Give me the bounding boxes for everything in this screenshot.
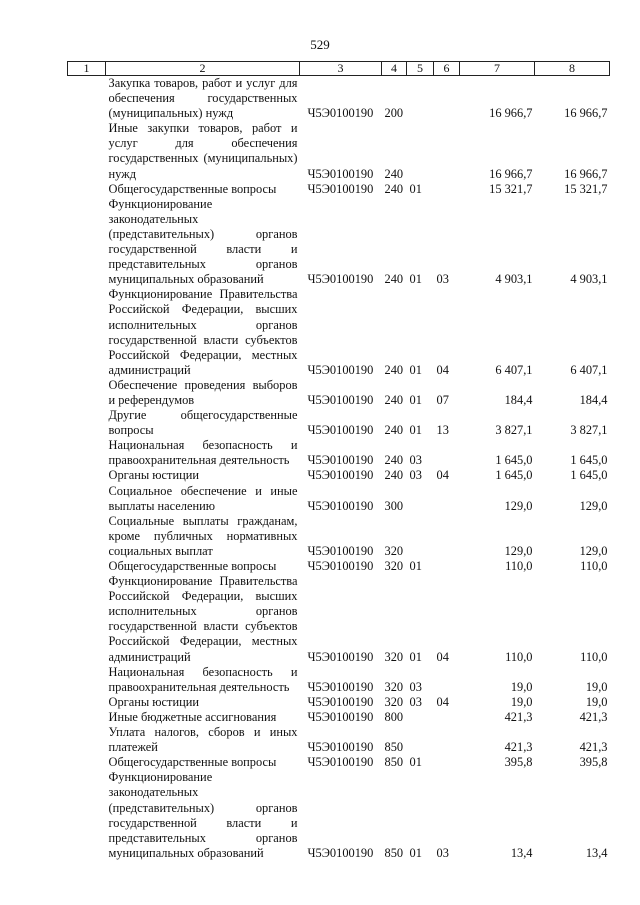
row-subsection bbox=[434, 76, 460, 122]
row-expense-type: 240 bbox=[384, 392, 404, 407]
row-expense-type: 240 bbox=[384, 362, 404, 377]
row-number-cell bbox=[68, 468, 106, 483]
table-row bbox=[68, 378, 610, 408]
row-section: 01 bbox=[409, 272, 422, 287]
row-subsection bbox=[434, 755, 460, 770]
row-expense-type: 850 bbox=[384, 755, 404, 770]
row-section: 03 bbox=[409, 679, 422, 694]
row-expense-type: 320 bbox=[384, 679, 404, 694]
row-subsection: 04 bbox=[436, 468, 449, 483]
table-row bbox=[68, 468, 610, 483]
row-section: 01 bbox=[409, 181, 422, 196]
row-target-code: Ч5Э0100190 bbox=[307, 392, 374, 407]
header-col-2: 2 bbox=[106, 62, 300, 76]
row-number-cell bbox=[68, 378, 106, 408]
row-section: 03 bbox=[409, 694, 422, 709]
row-section: 01 bbox=[409, 362, 422, 377]
table-row bbox=[68, 197, 610, 288]
row-target-code: Ч5Э0100190 bbox=[307, 453, 374, 468]
row-number-cell bbox=[68, 770, 106, 861]
row-amount-year-2: 19,0 bbox=[585, 694, 608, 709]
row-subsection: 04 bbox=[436, 694, 449, 709]
row-subsection: 03 bbox=[436, 272, 449, 287]
row-number-cell bbox=[68, 182, 106, 197]
row-section: 01 bbox=[409, 559, 422, 573]
row-subsection: 03 bbox=[436, 845, 449, 860]
row-amount-year-2: 13,4 bbox=[585, 845, 608, 860]
table-row bbox=[68, 121, 610, 181]
row-name: Функционирование законодательных (представительных) органов государственной власти и представительных органов муниципальных образований bbox=[108, 770, 298, 860]
row-section: 01 bbox=[409, 649, 422, 664]
row-expense-type: 320 bbox=[384, 694, 404, 709]
table-row bbox=[68, 484, 610, 514]
row-name: Функционирование законодательных (представительных) органов государственной власти и представительных органов муниципальных образований bbox=[108, 196, 298, 287]
row-number-cell bbox=[68, 484, 106, 514]
row-target-code: Ч5Э0100190 bbox=[307, 543, 374, 558]
row-amount-year-2: 110,0 bbox=[580, 649, 608, 664]
row-name: Социальное обеспечение и иные выплаты населению bbox=[108, 483, 298, 513]
row-amount-year-1: 4 903,1 bbox=[495, 272, 533, 287]
row-amount-year-2: 16 966,7 bbox=[564, 166, 608, 181]
header-col-8: 8 bbox=[535, 62, 610, 76]
row-amount-year-1: 395,8 bbox=[504, 755, 533, 770]
row-target-code: Ч5Э0100190 bbox=[307, 166, 374, 181]
row-expense-type: 240 bbox=[384, 166, 404, 181]
row-amount-year-2: 6 407,1 bbox=[570, 362, 608, 377]
header-col-4: 4 bbox=[382, 62, 407, 76]
row-subsection: 04 bbox=[436, 649, 449, 664]
header-col-6: 6 bbox=[434, 62, 460, 76]
row-expense-type: 320 bbox=[384, 649, 404, 664]
row-subsection bbox=[434, 725, 460, 755]
row-expense-type: 240 bbox=[384, 423, 404, 438]
row-amount-year-2: 421,3 bbox=[579, 709, 608, 724]
row-section bbox=[407, 484, 434, 514]
row-expense-type: 240 bbox=[384, 468, 404, 483]
row-subsection bbox=[434, 438, 460, 468]
table-row bbox=[68, 665, 610, 695]
row-expense-type: 300 bbox=[384, 498, 404, 513]
table-row bbox=[68, 408, 610, 438]
row-amount-year-1: 129,0 bbox=[504, 543, 533, 558]
row-section: 01 bbox=[409, 845, 422, 860]
row-subsection: 04 bbox=[436, 362, 449, 377]
row-section: 01 bbox=[409, 755, 422, 770]
row-target-code: Ч5Э0100190 bbox=[307, 740, 374, 755]
row-section: 01 bbox=[409, 423, 422, 438]
row-name: Общегосударственные вопросы bbox=[108, 755, 277, 770]
row-section bbox=[407, 76, 434, 122]
row-number-cell bbox=[68, 408, 106, 438]
row-expense-type: 240 bbox=[384, 453, 404, 468]
table-row bbox=[68, 574, 610, 665]
row-name: Функционирование Правительства Российской Федерации, высших исполнительных органов государственной власти субъектов Российской Федерации, местных администраций bbox=[108, 287, 298, 377]
table-row bbox=[68, 76, 610, 122]
row-name: Обеспечение проведения выборов и референдумов bbox=[108, 377, 298, 407]
row-number-cell bbox=[68, 76, 106, 122]
row-name: Другие общегосударственные вопросы bbox=[108, 408, 298, 438]
row-expense-type: 850 bbox=[384, 740, 404, 755]
row-amount-year-2: 19,0 bbox=[585, 679, 608, 694]
row-name: Общегосударственные вопросы bbox=[108, 181, 277, 196]
table-row bbox=[68, 182, 610, 197]
row-number-cell bbox=[68, 725, 106, 755]
row-subsection bbox=[434, 665, 460, 695]
budget-table bbox=[67, 61, 610, 861]
header-col-3: 3 bbox=[300, 62, 382, 76]
row-section bbox=[407, 725, 434, 755]
table-row bbox=[68, 559, 610, 574]
row-expense-type: 240 bbox=[384, 272, 404, 287]
row-amount-year-2: 4 903,1 bbox=[570, 272, 608, 287]
row-name: Органы юстиции bbox=[108, 694, 199, 709]
table-row bbox=[68, 710, 610, 725]
row-target-code: Ч5Э0100190 bbox=[307, 423, 374, 438]
table-row bbox=[68, 725, 610, 755]
row-amount-year-1: 6 407,1 bbox=[495, 362, 533, 377]
row-amount-year-1: 1 645,0 bbox=[495, 468, 533, 483]
row-amount-year-2: 1 645,0 bbox=[570, 453, 608, 468]
table-row bbox=[68, 287, 610, 378]
row-expense-type: 800 bbox=[384, 709, 404, 724]
table-body bbox=[68, 76, 610, 861]
row-number-cell bbox=[68, 665, 106, 695]
row-name: Иные закупки товаров, работ и услуг для обеспечения государственных (муниципальных) нужд bbox=[108, 121, 298, 181]
row-target-code: Ч5Э0100190 bbox=[307, 559, 374, 573]
row-target-code: Ч5Э0100190 bbox=[307, 181, 374, 196]
row-amount-year-1: 110,0 bbox=[505, 649, 533, 664]
row-name: Уплата налогов, сборов и иных платежей bbox=[108, 725, 298, 755]
table-row bbox=[68, 770, 610, 861]
row-amount-year-2: 421,3 bbox=[579, 740, 608, 755]
header-col-5: 5 bbox=[407, 62, 434, 76]
row-number-cell bbox=[68, 559, 106, 574]
row-section bbox=[407, 121, 434, 181]
row-target-code: Ч5Э0100190 bbox=[307, 694, 374, 709]
row-target-code: Ч5Э0100190 bbox=[307, 649, 374, 664]
row-target-code: Ч5Э0100190 bbox=[307, 679, 374, 694]
row-subsection bbox=[434, 514, 460, 559]
row-amount-year-2: 15 321,7 bbox=[564, 181, 608, 196]
row-number-cell bbox=[68, 574, 106, 665]
row-amount-year-2: 184,4 bbox=[579, 392, 608, 407]
row-expense-type: 200 bbox=[384, 106, 404, 121]
row-section: 03 bbox=[409, 468, 422, 483]
row-amount-year-2: 110,0 bbox=[580, 559, 608, 573]
row-amount-year-2: 3 827,1 bbox=[570, 423, 608, 438]
row-section bbox=[407, 710, 434, 725]
row-target-code: Ч5Э0100190 bbox=[307, 362, 374, 377]
row-amount-year-1: 19,0 bbox=[510, 679, 533, 694]
row-subsection bbox=[434, 182, 460, 197]
row-name: Социальные выплаты гражданам, кроме публичных нормативных социальных выплат bbox=[108, 513, 298, 558]
row-expense-type: 320 bbox=[384, 559, 404, 573]
row-expense-type: 240 bbox=[384, 181, 404, 196]
page-number: 529 bbox=[310, 37, 330, 52]
table-row bbox=[68, 755, 610, 770]
row-amount-year-1: 3 827,1 bbox=[495, 423, 533, 438]
row-subsection bbox=[434, 710, 460, 725]
row-amount-year-1: 19,0 bbox=[510, 694, 533, 709]
row-number-cell bbox=[68, 287, 106, 378]
row-number-cell bbox=[68, 755, 106, 770]
row-amount-year-1: 184,4 bbox=[504, 392, 533, 407]
row-subsection: 07 bbox=[436, 392, 449, 407]
row-amount-year-2: 395,8 bbox=[579, 755, 608, 770]
row-section: 03 bbox=[409, 453, 422, 468]
row-number-cell bbox=[68, 438, 106, 468]
header-col-7: 7 bbox=[460, 62, 535, 76]
row-name: Национальная безопасность и правоохранительная деятельность bbox=[108, 664, 298, 694]
row-subsection bbox=[434, 484, 460, 514]
row-name: Органы юстиции bbox=[108, 468, 199, 483]
row-amount-year-1: 15 321,7 bbox=[489, 181, 533, 196]
table-row bbox=[68, 695, 610, 710]
row-name: Функционирование Правительства Российской Федерации, высших исполнительных органов государственной власти субъектов Российской Федерации, местных администраций bbox=[108, 574, 298, 664]
header-row bbox=[68, 62, 610, 76]
row-amount-year-1: 129,0 bbox=[504, 498, 533, 513]
table-row bbox=[68, 438, 610, 468]
row-subsection bbox=[434, 559, 460, 574]
row-name: Национальная безопасность и правоохранительная деятельность bbox=[108, 438, 298, 468]
row-target-code: Ч5Э0100190 bbox=[307, 468, 374, 483]
row-amount-year-1: 421,3 bbox=[504, 740, 533, 755]
row-target-code: Ч5Э0100190 bbox=[307, 709, 374, 724]
row-section bbox=[407, 514, 434, 559]
row-name: Иные бюджетные ассигнования bbox=[108, 709, 277, 724]
row-target-code: Ч5Э0100190 bbox=[307, 272, 374, 287]
row-target-code: Ч5Э0100190 bbox=[307, 498, 374, 513]
row-subsection bbox=[434, 121, 460, 181]
row-number-cell bbox=[68, 710, 106, 725]
row-expense-type: 850 bbox=[384, 845, 404, 860]
row-number-cell bbox=[68, 695, 106, 710]
table-row bbox=[68, 514, 610, 559]
row-amount-year-1: 421,3 bbox=[504, 709, 533, 724]
row-section: 01 bbox=[409, 392, 422, 407]
row-amount-year-1: 1 645,0 bbox=[495, 453, 533, 468]
row-expense-type: 320 bbox=[384, 543, 404, 558]
row-subsection: 13 bbox=[436, 423, 449, 438]
row-amount-year-1: 16 966,7 bbox=[489, 106, 533, 121]
row-target-code: Ч5Э0100190 bbox=[307, 106, 374, 121]
row-amount-year-1: 13,4 bbox=[510, 845, 533, 860]
row-number-cell bbox=[68, 197, 106, 288]
row-name: Закупка товаров, работ и услуг для обеспечения государственных (муниципальных) нужд bbox=[108, 76, 298, 121]
row-target-code: Ч5Э0100190 bbox=[307, 845, 374, 860]
row-amount-year-2: 1 645,0 bbox=[570, 468, 608, 483]
row-amount-year-2: 16 966,7 bbox=[564, 106, 608, 121]
row-number-cell bbox=[68, 514, 106, 559]
row-amount-year-1: 16 966,7 bbox=[489, 166, 533, 181]
row-target-code: Ч5Э0100190 bbox=[307, 755, 374, 770]
row-number-cell bbox=[68, 121, 106, 181]
row-name: Общегосударственные вопросы bbox=[108, 559, 277, 573]
row-amount-year-2: 129,0 bbox=[579, 498, 608, 513]
row-amount-year-1: 110,0 bbox=[505, 559, 533, 573]
header-col-1: 1 bbox=[68, 62, 106, 76]
row-amount-year-2: 129,0 bbox=[579, 543, 608, 558]
table-header bbox=[68, 62, 610, 76]
